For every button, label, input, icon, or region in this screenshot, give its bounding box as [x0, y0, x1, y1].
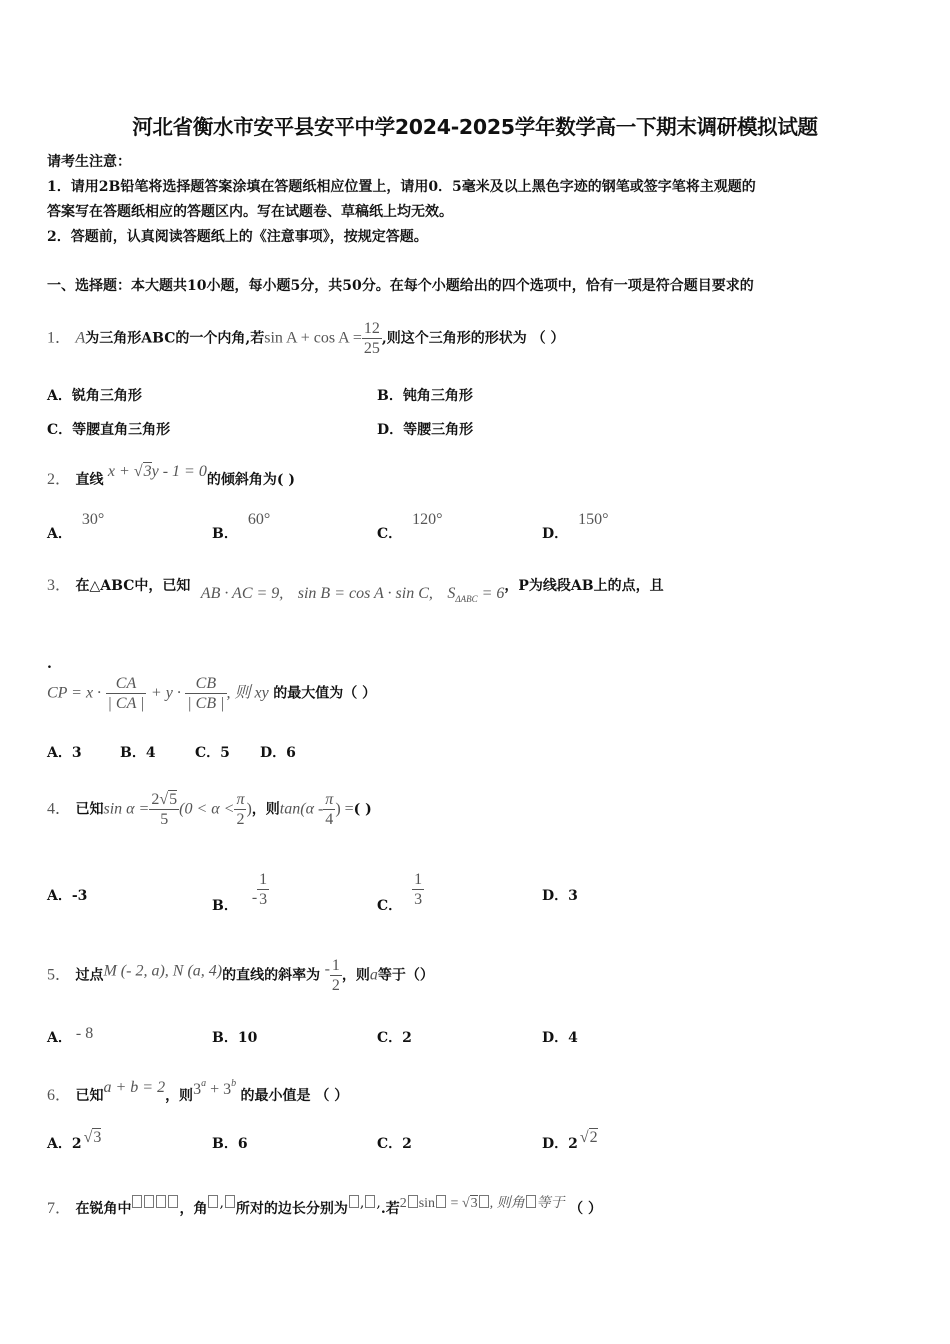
question-2: [47, 462, 295, 490]
q4-option-c[interactable]: C． $\frac{1}{3}$: [377, 871, 423, 914]
q4-text2: ，则: [251, 801, 280, 818]
q3-vector-line: [47, 674, 376, 713]
q3-cp: CP = x ·: [47, 684, 102, 702]
q1-option-c[interactable]: C．等腰直角三角形: [47, 422, 171, 438]
q6-option-a[interactable]: A．2 √3: [47, 1129, 102, 1152]
q4-expr3: ): [246, 800, 252, 818]
q4-text1: 已知: [75, 801, 104, 818]
q3-text2: ，P为线段AB上的点，且: [504, 578, 664, 594]
q7-text1: 在锐角中: [75, 1201, 132, 1217]
q1-option-b[interactable]: B．钝角三角形: [377, 388, 473, 404]
section-heading: 一、选择题：本大题共10小题，每小题5分，共50分。在每个小题给出的四个选项中，恰有一项是符合题目要求的: [47, 278, 754, 294]
q7-garbled-glyphs-2: ,: [207, 1195, 235, 1211]
q3-expr2: sin B = cos A · sin C,: [297, 585, 433, 602]
q3-option-b[interactable]: B．4: [120, 745, 156, 761]
q1-expr: sin A + cos A =: [264, 329, 362, 347]
q3-plus: + y ·: [150, 684, 181, 702]
q7-text4: .若: [380, 1201, 400, 1217]
q6-text1: 已知: [75, 1088, 104, 1104]
q2-option-b[interactable]: B．60°: [212, 511, 271, 542]
q5-option-c[interactable]: C．2: [377, 1030, 412, 1046]
q7-garbled-glyphs-1: [131, 1195, 179, 1211]
q7-number: 7．: [47, 1200, 72, 1217]
q1-var: A: [75, 329, 86, 347]
notice-item1-line2: 答案写在答题纸相应的答题区内。写在试题卷、草稿纸上均无效。: [47, 204, 453, 220]
q5-var: a: [369, 966, 378, 984]
q1-frac-den: 25: [363, 340, 380, 357]
q6-text2: ，则: [165, 1088, 194, 1104]
question-4: [47, 790, 372, 829]
q5-text1: 过点: [75, 967, 104, 984]
q1-number: 1．: [47, 329, 72, 347]
q5-text3: ，则: [341, 967, 370, 984]
q3-ca-fraction: $\frac{CA}{| CA |}$: [107, 675, 145, 712]
q2-text1: 直线: [75, 472, 104, 488]
q4-frac2: $\frac{\pi}{2}$: [236, 791, 245, 828]
q3-option-d[interactable]: D．6: [260, 745, 296, 761]
q2-text2: 的倾斜角为( ): [206, 472, 295, 488]
q4-expr1: sin α =: [103, 800, 150, 818]
q1-text2: ,则这个三角形的形状为 （ ）: [381, 330, 565, 347]
q6-option-b[interactable]: B．6: [212, 1136, 248, 1152]
q5-text4: 等于（）: [377, 967, 434, 984]
q6-option-d[interactable]: D．2 √2: [542, 1129, 598, 1152]
q1-option-a[interactable]: A．锐角三角形: [47, 388, 142, 404]
q4-text3: ( ): [353, 801, 372, 818]
q5-text2: 的直线的斜率为: [222, 967, 321, 984]
q4-option-d[interactable]: D．3: [542, 888, 578, 904]
q1-fraction: [362, 319, 382, 358]
q5-frac: $\frac{1}{2}$: [331, 957, 340, 994]
q1-option-d[interactable]: D．等腰三角形: [377, 422, 474, 438]
question-1: [47, 319, 564, 358]
q7-expr: 2 sin = √3 , 则角 等于: [399, 1196, 565, 1211]
q4-option-a[interactable]: A．-3: [47, 888, 88, 904]
q7-text3: 所对的边长分别为: [235, 1201, 348, 1217]
notice-heading: 请考生注意：: [47, 154, 131, 170]
q3-option-a[interactable]: A．3: [47, 745, 82, 761]
q5-option-d[interactable]: D．4: [542, 1030, 578, 1046]
q5-expr1: M (- 2, a), N (a, 4): [103, 962, 223, 980]
q6-expr1: a + b = 2: [103, 1079, 166, 1096]
q4-option-b[interactable]: B． - $\frac{1}{3}$: [212, 871, 268, 914]
question-6: [47, 1074, 348, 1106]
q5-option-a[interactable]: A． - 8: [47, 1025, 94, 1046]
q3-number: 3．: [47, 577, 72, 594]
q4-frac3: $\frac{\pi}{4}$: [325, 791, 334, 828]
q2-expr: x + √3y - 1 = 0: [107, 463, 207, 480]
q2-number: 2．: [47, 471, 72, 488]
q1-frac-num: 12: [363, 320, 380, 337]
q7-text5: （ ）: [569, 1201, 602, 1217]
q6-number: 6．: [47, 1087, 72, 1104]
q3-expr3: $S_{\Delta ABC} = 6$: [447, 585, 505, 604]
q4-expr4: tan(α -: [279, 800, 324, 818]
q4-expr5: ) =: [335, 800, 354, 818]
q4-expr2: (0 < α <: [179, 800, 235, 818]
q2-option-c[interactable]: C．120°: [377, 511, 443, 542]
q7-text2: ，角: [179, 1201, 208, 1217]
q2-option-a[interactable]: A．30°: [47, 511, 105, 542]
q3-cb-fraction: $\frac{CB}{| CB |}$: [187, 675, 225, 712]
q4-frac1: $\frac{2√5}{5}$: [151, 791, 178, 828]
q5-sign: -: [324, 960, 330, 978]
q2-option-d[interactable]: D．150°: [542, 511, 609, 542]
q3-dot: .: [47, 656, 52, 672]
q5-number: 5．: [47, 966, 72, 984]
q5-option-b[interactable]: B．10: [212, 1030, 258, 1046]
q6-option-c[interactable]: C．2: [377, 1136, 412, 1152]
q3-tail: , 则 xy: [226, 684, 269, 702]
q3-text1: 在△ABC中，已知: [75, 578, 191, 594]
q6-expr2: $3^a + 3^b$: [193, 1078, 237, 1098]
q7-garbled-glyphs-3: , ,: [348, 1195, 381, 1211]
notice-item1-line1: 1．请用2B铅笔将选择题答案涂填在答题纸相应位置上，请用0．5毫米及以上黑色字迹的钢笔或签字笔将主观题的: [47, 179, 756, 195]
q1-text1: 为三角形ABC的一个内角,若: [85, 330, 265, 347]
q3-expr1: AB · AC = 9,: [200, 585, 284, 602]
q4-number: 4．: [47, 800, 72, 818]
question-3: [47, 576, 664, 609]
page-title: 河北省衡水市安平县安平中学2024-2025学年数学高一下期末调研模拟试题: [132, 115, 818, 139]
q3-option-c[interactable]: C．5: [195, 745, 230, 761]
question-5: [47, 956, 434, 995]
q6-text3: 的最小值是 （ ）: [240, 1088, 349, 1104]
q3-text3: 的最大值为（ ）: [273, 685, 377, 702]
question-7: [47, 1193, 602, 1219]
notice-item2: 2．答题前，认真阅读答题纸上的《注意事项》，按规定答题。: [47, 229, 428, 245]
